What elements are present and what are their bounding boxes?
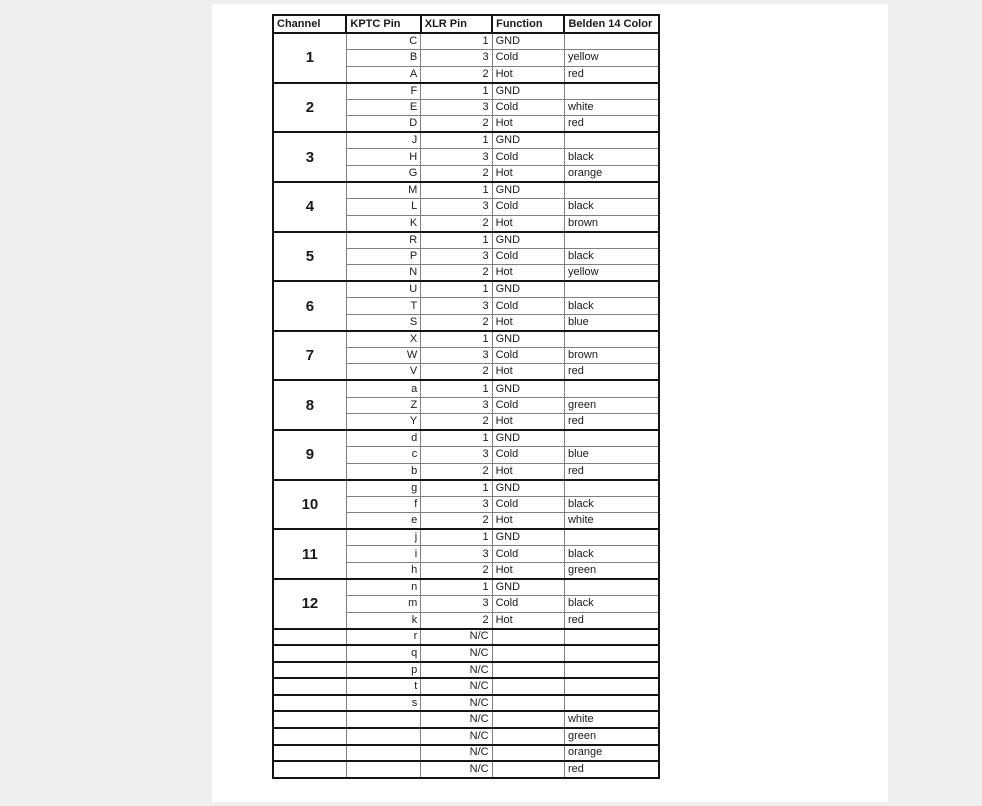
function-cell: Cold bbox=[492, 596, 564, 613]
belden-color-cell: green bbox=[564, 563, 659, 580]
belden-color-cell bbox=[564, 695, 659, 712]
channel-cell bbox=[273, 728, 346, 745]
function-cell: GND bbox=[492, 232, 564, 249]
function-cell: GND bbox=[492, 529, 564, 546]
function-cell: Hot bbox=[492, 414, 564, 431]
kptc-pin-cell: d bbox=[346, 430, 420, 447]
channel-11-row-0 bbox=[273, 529, 659, 546]
nc-row bbox=[273, 695, 659, 712]
xlr-pin-cell: N/C bbox=[421, 711, 492, 728]
function-cell: Hot bbox=[492, 463, 564, 480]
channel-cell: 6 bbox=[273, 281, 346, 331]
function-cell: Hot bbox=[492, 563, 564, 580]
belden-color-cell bbox=[564, 678, 659, 695]
kptc-pin-cell: j bbox=[346, 529, 420, 546]
belden-color-cell: black bbox=[564, 248, 659, 265]
xlr-pin-cell: 3 bbox=[421, 149, 492, 166]
belden-color-cell bbox=[564, 33, 659, 50]
kptc-pin-cell: q bbox=[346, 645, 420, 662]
xlr-pin-cell: 1 bbox=[421, 132, 492, 149]
channel-10-row-0 bbox=[273, 480, 659, 497]
xlr-pin-cell: 1 bbox=[421, 83, 492, 100]
belden-color-cell: red bbox=[564, 761, 659, 778]
xlr-pin-cell: 3 bbox=[421, 50, 492, 67]
belden-color-cell bbox=[564, 645, 659, 662]
kptc-pin-cell: a bbox=[346, 380, 420, 397]
kptc-pin-cell: b bbox=[346, 463, 420, 480]
function-cell bbox=[492, 761, 564, 778]
header-kptc-pin: KPTC Pin bbox=[346, 15, 420, 33]
channel-cell bbox=[273, 645, 346, 662]
belden-color-cell bbox=[564, 629, 659, 646]
kptc-pin-cell: m bbox=[346, 596, 420, 613]
function-cell: Hot bbox=[492, 265, 564, 282]
belden-color-cell bbox=[564, 132, 659, 149]
xlr-pin-cell: 2 bbox=[421, 215, 492, 232]
table-header-row bbox=[273, 15, 659, 33]
channel-cell: 10 bbox=[273, 480, 346, 530]
xlr-pin-cell: 3 bbox=[421, 546, 492, 563]
xlr-pin-cell: N/C bbox=[421, 629, 492, 646]
xlr-pin-cell: 2 bbox=[421, 66, 492, 83]
xlr-pin-cell: 1 bbox=[421, 232, 492, 249]
xlr-pin-cell: 3 bbox=[421, 347, 492, 364]
kptc-pin-cell: r bbox=[346, 629, 420, 646]
function-cell bbox=[492, 645, 564, 662]
belden-color-cell: white bbox=[564, 513, 659, 530]
xlr-pin-cell: 3 bbox=[421, 298, 492, 315]
function-cell: GND bbox=[492, 132, 564, 149]
channel-4-row-0 bbox=[273, 182, 659, 199]
channel-cell bbox=[273, 711, 346, 728]
kptc-pin-cell: L bbox=[346, 198, 420, 215]
channel-cell: 3 bbox=[273, 132, 346, 182]
function-cell: GND bbox=[492, 281, 564, 298]
function-cell: GND bbox=[492, 430, 564, 447]
document-page bbox=[212, 4, 888, 802]
xlr-pin-cell: 2 bbox=[421, 364, 492, 381]
function-cell: Cold bbox=[492, 198, 564, 215]
function-cell: GND bbox=[492, 380, 564, 397]
kptc-pin-cell: h bbox=[346, 563, 420, 580]
xlr-pin-cell: N/C bbox=[421, 645, 492, 662]
function-cell: Hot bbox=[492, 612, 564, 629]
channel-7-row-0 bbox=[273, 331, 659, 348]
function-cell: Cold bbox=[492, 298, 564, 315]
belden-color-cell: green bbox=[564, 397, 659, 414]
function-cell bbox=[492, 629, 564, 646]
channel-9-row-0 bbox=[273, 430, 659, 447]
belden-color-cell: blue bbox=[564, 447, 659, 464]
channel-cell: 5 bbox=[273, 232, 346, 282]
function-cell bbox=[492, 711, 564, 728]
kptc-pin-cell: F bbox=[346, 83, 420, 100]
belden-color-cell bbox=[564, 83, 659, 100]
nc-row bbox=[273, 728, 659, 745]
belden-color-cell: orange bbox=[564, 745, 659, 762]
nc-row bbox=[273, 678, 659, 695]
wiring-table bbox=[272, 14, 660, 779]
function-cell: Cold bbox=[492, 99, 564, 116]
xlr-pin-cell: 2 bbox=[421, 314, 492, 331]
kptc-pin-cell: e bbox=[346, 513, 420, 530]
xlr-pin-cell: 1 bbox=[421, 480, 492, 497]
xlr-pin-cell: 1 bbox=[421, 182, 492, 199]
kptc-pin-cell: Z bbox=[346, 397, 420, 414]
xlr-pin-cell: 2 bbox=[421, 414, 492, 431]
channel-8-row-0 bbox=[273, 380, 659, 397]
function-cell: Cold bbox=[492, 496, 564, 513]
function-cell bbox=[492, 678, 564, 695]
channel-cell bbox=[273, 745, 346, 762]
function-cell: Cold bbox=[492, 447, 564, 464]
header-function: Function bbox=[492, 15, 564, 33]
channel-cell: 2 bbox=[273, 83, 346, 133]
belden-color-cell: yellow bbox=[564, 265, 659, 282]
header-belden-color: Belden 14 Color bbox=[564, 15, 659, 33]
belden-color-cell: red bbox=[564, 116, 659, 133]
kptc-pin-cell: K bbox=[346, 215, 420, 232]
kptc-pin-cell: H bbox=[346, 149, 420, 166]
kptc-pin-cell: V bbox=[346, 364, 420, 381]
function-cell: Hot bbox=[492, 215, 564, 232]
kptc-pin-cell: U bbox=[346, 281, 420, 298]
belden-color-cell: black bbox=[564, 546, 659, 563]
nc-row bbox=[273, 745, 659, 762]
belden-color-cell bbox=[564, 480, 659, 497]
xlr-pin-cell: 3 bbox=[421, 447, 492, 464]
kptc-pin-cell: Y bbox=[346, 414, 420, 431]
belden-color-cell: red bbox=[564, 66, 659, 83]
belden-color-cell bbox=[564, 430, 659, 447]
nc-row bbox=[273, 662, 659, 679]
xlr-pin-cell: 2 bbox=[421, 563, 492, 580]
kptc-pin-cell: C bbox=[346, 33, 420, 50]
kptc-pin-cell: p bbox=[346, 662, 420, 679]
kptc-pin-cell: s bbox=[346, 695, 420, 712]
belden-color-cell: orange bbox=[564, 165, 659, 182]
kptc-pin-cell: X bbox=[346, 331, 420, 348]
belden-color-cell: brown bbox=[564, 215, 659, 232]
function-cell: Cold bbox=[492, 347, 564, 364]
channel-cell bbox=[273, 695, 346, 712]
kptc-pin-cell bbox=[346, 728, 420, 745]
function-cell: Hot bbox=[492, 364, 564, 381]
belden-color-cell bbox=[564, 331, 659, 348]
kptc-pin-cell: E bbox=[346, 99, 420, 116]
belden-color-cell bbox=[564, 380, 659, 397]
kptc-pin-cell: W bbox=[346, 347, 420, 364]
table-body bbox=[273, 33, 659, 778]
belden-color-cell: red bbox=[564, 364, 659, 381]
belden-color-cell bbox=[564, 662, 659, 679]
kptc-pin-cell: f bbox=[346, 496, 420, 513]
function-cell: GND bbox=[492, 331, 564, 348]
belden-color-cell: green bbox=[564, 728, 659, 745]
xlr-pin-cell: 2 bbox=[421, 463, 492, 480]
kptc-pin-cell: M bbox=[346, 182, 420, 199]
kptc-pin-cell: c bbox=[346, 447, 420, 464]
belden-color-cell: white bbox=[564, 711, 659, 728]
kptc-pin-cell: D bbox=[346, 116, 420, 133]
belden-color-cell bbox=[564, 232, 659, 249]
channel-cell bbox=[273, 761, 346, 778]
kptc-pin-cell: A bbox=[346, 66, 420, 83]
belden-color-cell: red bbox=[564, 463, 659, 480]
kptc-pin-cell: B bbox=[346, 50, 420, 67]
belden-color-cell: black bbox=[564, 149, 659, 166]
function-cell: Cold bbox=[492, 50, 564, 67]
kptc-pin-cell: k bbox=[346, 612, 420, 629]
xlr-pin-cell: N/C bbox=[421, 728, 492, 745]
xlr-pin-cell: N/C bbox=[421, 678, 492, 695]
kptc-pin-cell: T bbox=[346, 298, 420, 315]
kptc-pin-cell: t bbox=[346, 678, 420, 695]
function-cell: Cold bbox=[492, 248, 564, 265]
function-cell bbox=[492, 662, 564, 679]
xlr-pin-cell: 3 bbox=[421, 496, 492, 513]
xlr-pin-cell: N/C bbox=[421, 662, 492, 679]
channel-12-row-0 bbox=[273, 579, 659, 596]
xlr-pin-cell: N/C bbox=[421, 695, 492, 712]
header-channel: Channel bbox=[273, 15, 346, 33]
xlr-pin-cell: 3 bbox=[421, 99, 492, 116]
function-cell: GND bbox=[492, 182, 564, 199]
kptc-pin-cell: P bbox=[346, 248, 420, 265]
xlr-pin-cell: 2 bbox=[421, 265, 492, 282]
kptc-pin-cell: n bbox=[346, 579, 420, 596]
function-cell: GND bbox=[492, 480, 564, 497]
xlr-pin-cell: N/C bbox=[421, 761, 492, 778]
channel-cell: 4 bbox=[273, 182, 346, 232]
belden-color-cell: red bbox=[564, 612, 659, 629]
function-cell: Cold bbox=[492, 149, 564, 166]
function-cell bbox=[492, 695, 564, 712]
channel-cell: 7 bbox=[273, 331, 346, 381]
kptc-pin-cell bbox=[346, 711, 420, 728]
kptc-pin-cell: G bbox=[346, 165, 420, 182]
belden-color-cell bbox=[564, 182, 659, 199]
xlr-pin-cell: 1 bbox=[421, 281, 492, 298]
xlr-pin-cell: 2 bbox=[421, 513, 492, 530]
belden-color-cell: black bbox=[564, 298, 659, 315]
function-cell: Cold bbox=[492, 546, 564, 563]
xlr-pin-cell: 3 bbox=[421, 397, 492, 414]
belden-color-cell bbox=[564, 529, 659, 546]
xlr-pin-cell: 1 bbox=[421, 331, 492, 348]
xlr-pin-cell: 2 bbox=[421, 612, 492, 629]
function-cell: GND bbox=[492, 579, 564, 596]
xlr-pin-cell: 1 bbox=[421, 579, 492, 596]
belden-color-cell bbox=[564, 579, 659, 596]
xlr-pin-cell: 1 bbox=[421, 33, 492, 50]
kptc-pin-cell: R bbox=[346, 232, 420, 249]
channel-cell: 11 bbox=[273, 529, 346, 579]
nc-row bbox=[273, 645, 659, 662]
channel-cell: 8 bbox=[273, 380, 346, 430]
belden-color-cell: black bbox=[564, 596, 659, 613]
function-cell: Cold bbox=[492, 397, 564, 414]
function-cell: GND bbox=[492, 83, 564, 100]
belden-color-cell: red bbox=[564, 414, 659, 431]
xlr-pin-cell: 3 bbox=[421, 248, 492, 265]
xlr-pin-cell: 1 bbox=[421, 529, 492, 546]
xlr-pin-cell: 2 bbox=[421, 165, 492, 182]
kptc-pin-cell bbox=[346, 745, 420, 762]
kptc-pin-cell: S bbox=[346, 314, 420, 331]
nc-row bbox=[273, 761, 659, 778]
function-cell: Hot bbox=[492, 165, 564, 182]
nc-row bbox=[273, 629, 659, 646]
channel-1-row-0 bbox=[273, 33, 659, 50]
kptc-pin-cell: i bbox=[346, 546, 420, 563]
function-cell: Hot bbox=[492, 66, 564, 83]
xlr-pin-cell: N/C bbox=[421, 745, 492, 762]
channel-cell bbox=[273, 629, 346, 646]
function-cell: GND bbox=[492, 33, 564, 50]
xlr-pin-cell: 1 bbox=[421, 380, 492, 397]
channel-cell: 12 bbox=[273, 579, 346, 629]
belden-color-cell: black bbox=[564, 198, 659, 215]
kptc-pin-cell: N bbox=[346, 265, 420, 282]
kptc-pin-cell: J bbox=[346, 132, 420, 149]
belden-color-cell: white bbox=[564, 99, 659, 116]
channel-3-row-0 bbox=[273, 132, 659, 149]
xlr-pin-cell: 3 bbox=[421, 596, 492, 613]
belden-color-cell: blue bbox=[564, 314, 659, 331]
channel-cell bbox=[273, 678, 346, 695]
kptc-pin-cell: g bbox=[346, 480, 420, 497]
nc-row bbox=[273, 711, 659, 728]
channel-5-row-0 bbox=[273, 232, 659, 249]
belden-color-cell: brown bbox=[564, 347, 659, 364]
function-cell: Hot bbox=[492, 116, 564, 133]
xlr-pin-cell: 2 bbox=[421, 116, 492, 133]
function-cell: Hot bbox=[492, 513, 564, 530]
function-cell bbox=[492, 745, 564, 762]
header-xlr-pin: XLR Pin bbox=[421, 15, 492, 33]
xlr-pin-cell: 1 bbox=[421, 430, 492, 447]
belden-color-cell bbox=[564, 281, 659, 298]
function-cell bbox=[492, 728, 564, 745]
belden-color-cell: yellow bbox=[564, 50, 659, 67]
channel-cell bbox=[273, 662, 346, 679]
belden-color-cell: black bbox=[564, 496, 659, 513]
function-cell: Hot bbox=[492, 314, 564, 331]
channel-2-row-0 bbox=[273, 83, 659, 100]
channel-cell: 9 bbox=[273, 430, 346, 480]
channel-6-row-0 bbox=[273, 281, 659, 298]
kptc-pin-cell bbox=[346, 761, 420, 778]
channel-cell: 1 bbox=[273, 33, 346, 83]
xlr-pin-cell: 3 bbox=[421, 198, 492, 215]
